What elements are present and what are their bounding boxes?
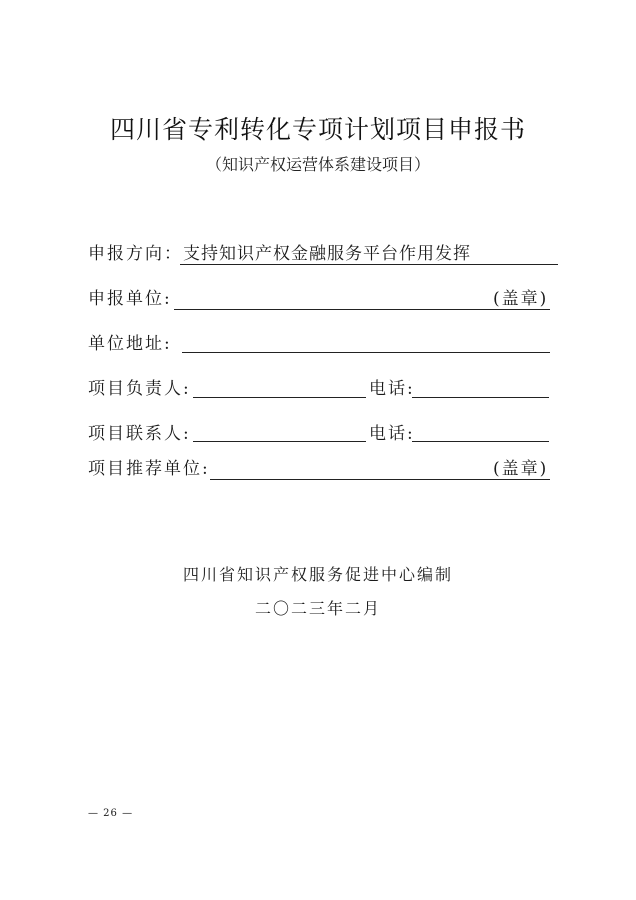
page-number: — 26 — <box>88 808 134 819</box>
contact-phone-label: 电话: <box>369 424 415 444</box>
recommend-label: 项目推荐单位: <box>88 459 210 479</box>
leader-phone-label: 电话: <box>369 379 415 399</box>
document-title: 四川省专利转化专项计划项目申报书 <box>109 115 526 144</box>
issue-date: 二〇二三年二月 <box>254 599 381 618</box>
contact-field[interactable] <box>193 441 366 442</box>
compiler-org: 四川省知识产权服务促进中心编制 <box>182 565 453 584</box>
address-label: 单位地址: <box>88 334 172 354</box>
direction-underline <box>180 264 558 265</box>
document-subtitle: （知识产权运营体系建设项目） <box>205 155 430 174</box>
direction-value[interactable]: 支持知识产权金融服务平台作用发挥 <box>183 244 471 264</box>
unit-seal: (盖章) <box>493 289 549 309</box>
direction-label: 申报方向： <box>88 244 183 264</box>
leader-phone-field[interactable] <box>412 397 549 398</box>
contact-phone-field[interactable] <box>412 441 549 442</box>
unit-label: 申报单位: <box>88 289 172 309</box>
recommend-seal: (盖章) <box>493 459 549 479</box>
contact-label: 项目联系人: <box>88 424 191 444</box>
leader-label: 项目负责人: <box>88 379 191 399</box>
address-field[interactable] <box>182 352 550 353</box>
leader-field[interactable] <box>193 397 366 398</box>
